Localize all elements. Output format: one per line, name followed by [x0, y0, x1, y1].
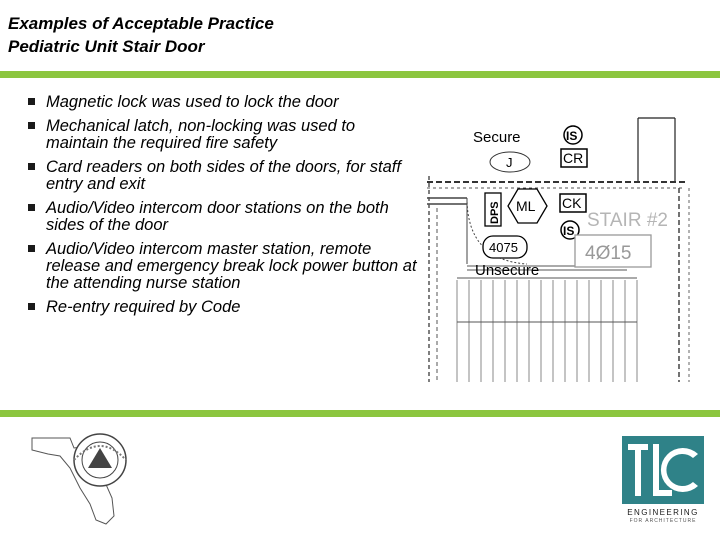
- bullet-item: Audio/Video intercom master station, remote release and emergency break lock power button at the attending nurse station: [28, 241, 418, 292]
- stair-door-floor-plan: [427, 90, 720, 382]
- bullet-marker-icon: [28, 204, 35, 211]
- slide-title: [8, 12, 274, 58]
- florida-seal-logo: [30, 428, 170, 528]
- tlc-engineering-logo: [622, 436, 704, 526]
- dps-symbol-label: DPS: [489, 201, 501, 224]
- bullet-marker-icon: [28, 122, 35, 129]
- bullet-item: Mechanical latch, non-locking was used to maintain the required fire safety: [28, 118, 418, 152]
- bullet-list: [28, 94, 418, 323]
- ck-symbol-label: CK: [562, 195, 582, 211]
- ml-symbol-label: ML: [516, 198, 536, 214]
- stair-room-number: 4Ø15: [585, 243, 632, 264]
- tlc-logo-mark: [622, 436, 704, 504]
- bullet-item: Card readers on both sides of the doors, for staff entry and exit: [28, 159, 418, 193]
- j-symbol: [490, 152, 530, 172]
- bottom-accent-divider: [0, 410, 720, 417]
- bullet-item: Audio/Video intercom door stations on the both sides of the door: [28, 200, 418, 234]
- bullet-marker-icon: [28, 163, 35, 170]
- top-accent-divider: [0, 71, 720, 78]
- door-number-label: 4075: [489, 240, 518, 255]
- unsecure-label: Unsecure: [475, 262, 540, 279]
- j-symbol-label: J: [506, 155, 513, 170]
- secure-label: Secure: [473, 129, 521, 146]
- bullet-marker-icon: [28, 98, 35, 105]
- cr-symbol-label: CR: [563, 150, 584, 166]
- bullet-marker-icon: [28, 245, 35, 252]
- is-symbol-top-label: IS: [566, 129, 578, 143]
- bullet-marker-icon: [28, 303, 35, 310]
- bullet-item: Magnetic lock was used to lock the door: [28, 94, 418, 111]
- is-symbol-top: [564, 126, 582, 144]
- stair-label: STAIR #2: [587, 210, 668, 231]
- bullet-item: Re-entry required by Code: [28, 299, 418, 316]
- door-number-tag: [483, 236, 527, 258]
- slide-title-line1: Examples of Acceptable Practice: [8, 14, 274, 33]
- tlc-logo-line1: ENGINEERING: [627, 508, 699, 517]
- tlc-logo-line2: FOR ARCHITECTURE: [629, 518, 697, 524]
- is-symbol-bottom-label: IS: [563, 224, 575, 238]
- slide-title-line2: Pediatric Unit Stair Door: [8, 37, 205, 56]
